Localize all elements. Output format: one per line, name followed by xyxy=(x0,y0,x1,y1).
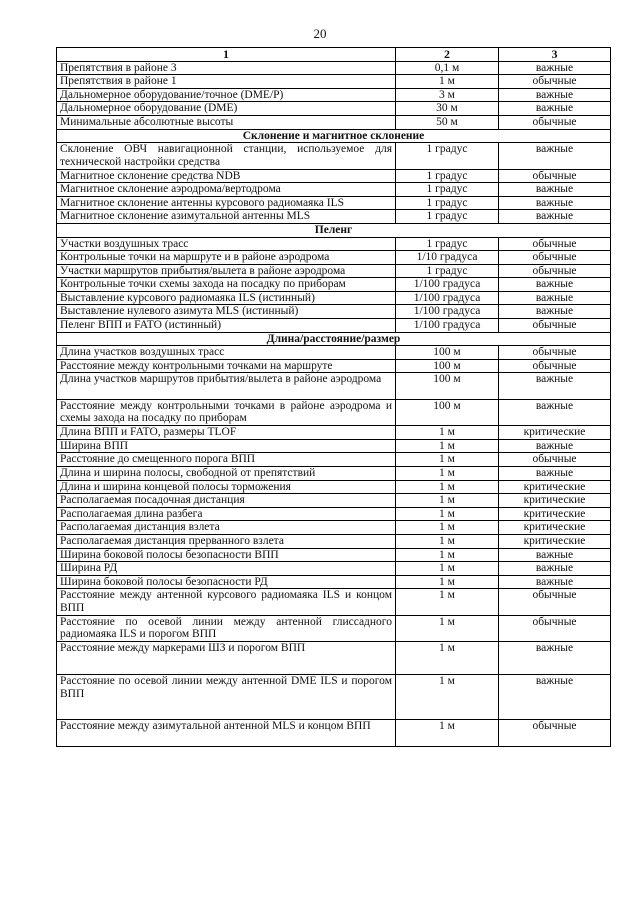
parameter-name: Контрольные точки схемы захода на посадку по приборам xyxy=(57,278,396,292)
parameter-name: Пеленг ВПП и FATO (истинный) xyxy=(57,319,396,333)
section-row xyxy=(57,223,611,237)
accuracy-value: 1 м xyxy=(396,467,499,481)
data-integrity-class: обычные xyxy=(499,169,611,183)
data-integrity-class: важные xyxy=(499,675,611,720)
section-row xyxy=(57,332,611,346)
parameter-name: Располагаемая дистанция взлета xyxy=(57,521,396,535)
parameter-name: Расстояние по осевой линии между антенной глиссадного радиомаяка ILS и порогом ВПП xyxy=(57,615,396,641)
accuracy-value: 1 м xyxy=(396,439,499,453)
accuracy-value: 1 м xyxy=(396,534,499,548)
data-integrity-class: обычные xyxy=(499,720,611,746)
data-integrity-class: важные xyxy=(499,548,611,562)
data-integrity-class: обычные xyxy=(499,319,611,333)
parameter-name: Длина участков воздушных трасс xyxy=(57,346,396,360)
table-row xyxy=(57,562,611,576)
table-row xyxy=(57,359,611,373)
accuracy-value: 1 м xyxy=(396,548,499,562)
accuracy-value: 1 м xyxy=(396,675,499,720)
table-row xyxy=(57,399,611,425)
parameter-name: Расстояние по осевой линии между антенной DME ILS и порогом ВПП xyxy=(57,675,396,720)
parameter-name: Участки воздушных трасс xyxy=(57,237,396,251)
parameter-name: Контрольные точки на маршруте и в районе аэродрома xyxy=(57,251,396,265)
data-integrity-class: обычные xyxy=(499,359,611,373)
data-integrity-class: обычные xyxy=(499,237,611,251)
data-integrity-class: важные xyxy=(499,399,611,425)
table-header-row xyxy=(57,48,611,62)
section-title: Склонение и магнитное склонение xyxy=(57,129,611,143)
data-integrity-class: критические xyxy=(499,426,611,440)
accuracy-value: 1 м xyxy=(396,494,499,508)
accuracy-value: 1/10 градуса xyxy=(396,251,499,265)
data-integrity-class: критические xyxy=(499,521,611,535)
section-title: Длина/расстояние/размер xyxy=(57,332,611,346)
parameter-name: Длина и ширина концевой полосы торможения xyxy=(57,480,396,494)
table-row xyxy=(57,575,611,589)
table-row xyxy=(57,615,611,641)
data-integrity-class: важные xyxy=(499,61,611,75)
data-integrity-class: обычные xyxy=(499,453,611,467)
data-integrity-class: обычные xyxy=(499,264,611,278)
accuracy-value: 1 градус xyxy=(396,196,499,210)
parameter-name: Расстояние между азимутальной антенной MLS и концом ВПП xyxy=(57,720,396,746)
accuracy-value: 1 м xyxy=(396,589,499,615)
accuracy-value: 1 градус xyxy=(396,264,499,278)
table-row xyxy=(57,264,611,278)
parameter-name: Минимальные абсолютные высоты xyxy=(57,115,396,129)
accuracy-value: 50 м xyxy=(396,115,499,129)
table-row xyxy=(57,305,611,319)
accuracy-value: 3 м xyxy=(396,88,499,102)
parameter-name: Склонение ОВЧ навигационной станции, используемое для технической настройки средства xyxy=(57,143,396,169)
parameter-name: Ширина ВПП xyxy=(57,439,396,453)
table-row xyxy=(57,169,611,183)
parameter-name: Ширина боковой полосы безопасности ВПП xyxy=(57,548,396,562)
data-integrity-class: важные xyxy=(499,439,611,453)
table-row xyxy=(57,75,611,89)
table-row xyxy=(57,548,611,562)
accuracy-value: 0,1 м xyxy=(396,61,499,75)
section-title: Пеленг xyxy=(57,223,611,237)
data-integrity-class: обычные xyxy=(499,615,611,641)
parameter-name: Дальномерное оборудование/точное (DME/P) xyxy=(57,88,396,102)
parameter-name: Располагаемая длина разбега xyxy=(57,507,396,521)
data-integrity-class: важные xyxy=(499,143,611,169)
data-integrity-class: обычные xyxy=(499,75,611,89)
table-row xyxy=(57,373,611,399)
column-header-2: 2 xyxy=(396,48,499,62)
table-row xyxy=(57,183,611,197)
parameter-name: Расстояние между контрольными точками в районе аэродрома и схемы захода на посадку по приборам xyxy=(57,399,396,425)
data-integrity-class: важные xyxy=(499,88,611,102)
page-number: 20 xyxy=(313,26,327,41)
column-header-3: 3 xyxy=(499,48,611,62)
data-integrity-class: обычные xyxy=(499,346,611,360)
accuracy-value: 1/100 градуса xyxy=(396,278,499,292)
table-row xyxy=(57,439,611,453)
data-integrity-class: важные xyxy=(499,291,611,305)
accuracy-value: 1 градус xyxy=(396,143,499,169)
data-integrity-class: важные xyxy=(499,575,611,589)
data-integrity-class: важные xyxy=(499,373,611,399)
table-row xyxy=(57,319,611,333)
table-row xyxy=(57,720,611,746)
accuracy-value: 100 м xyxy=(396,346,499,360)
accuracy-value: 1 м xyxy=(396,575,499,589)
parameter-name: Длина ВПП и FATO, размеры TLOF xyxy=(57,426,396,440)
values-table xyxy=(56,47,611,747)
table-row xyxy=(57,507,611,521)
parameter-name: Участки маршрутов прибытия/вылета в районе аэродрома xyxy=(57,264,396,278)
section-row xyxy=(57,129,611,143)
accuracy-value: 1 градус xyxy=(396,237,499,251)
accuracy-value: 1 м xyxy=(396,453,499,467)
parameter-name: Располагаемая дистанция прерванного взлета xyxy=(57,534,396,548)
accuracy-value: 1 м xyxy=(396,562,499,576)
data-integrity-class: критические xyxy=(499,480,611,494)
data-integrity-class: важные xyxy=(499,562,611,576)
table-row xyxy=(57,61,611,75)
parameter-name: Расстояние между маркерами ШЗ и порогом ВПП xyxy=(57,642,396,675)
table-row xyxy=(57,494,611,508)
table-row xyxy=(57,675,611,720)
parameter-name: Магнитное склонение средства NDB xyxy=(57,169,396,183)
parameter-name: Ширина боковой полосы безопасности РД xyxy=(57,575,396,589)
table-row xyxy=(57,642,611,675)
accuracy-value: 100 м xyxy=(396,359,499,373)
data-integrity-class: важные xyxy=(499,210,611,224)
parameter-name: Расстояние между антенной курсового радиомаяка ILS и концом ВПП xyxy=(57,589,396,615)
table-row xyxy=(57,278,611,292)
parameter-name: Магнитное склонение антенны курсового радиомаяка ILS xyxy=(57,196,396,210)
data-integrity-class: важные xyxy=(499,305,611,319)
accuracy-value: 1 м xyxy=(396,507,499,521)
accuracy-value: 1 м xyxy=(396,521,499,535)
parameter-name: Выставление нулевого азимута MLS (истинный) xyxy=(57,305,396,319)
parameter-name: Длина участков маршрутов прибытия/вылета в районе аэродрома xyxy=(57,373,396,399)
parameter-name: Препятствия в районе 1 xyxy=(57,75,396,89)
table-row xyxy=(57,88,611,102)
accuracy-value: 1 градус xyxy=(396,183,499,197)
data-integrity-class: важные xyxy=(499,278,611,292)
accuracy-value: 1 м xyxy=(396,642,499,675)
data-integrity-class: обычные xyxy=(499,115,611,129)
table-row xyxy=(57,480,611,494)
table-row xyxy=(57,237,611,251)
data-integrity-class: обычные xyxy=(499,251,611,265)
parameter-name: Расстояние до смещенного порога ВПП xyxy=(57,453,396,467)
parameter-name: Ширина РД xyxy=(57,562,396,576)
accuracy-value: 1 м xyxy=(396,75,499,89)
accuracy-value: 1/100 градуса xyxy=(396,291,499,305)
accuracy-value: 100 м xyxy=(396,373,499,399)
data-integrity-class: критические xyxy=(499,494,611,508)
table-row xyxy=(57,534,611,548)
data-integrity-class: важные xyxy=(499,467,611,481)
table-row xyxy=(57,589,611,615)
table-row xyxy=(57,143,611,169)
accuracy-value: 30 м xyxy=(396,102,499,116)
parameter-name: Выставление курсового радиомаяка ILS (истинный) xyxy=(57,291,396,305)
accuracy-value: 1 м xyxy=(396,480,499,494)
data-integrity-class: критические xyxy=(499,534,611,548)
accuracy-value: 100 м xyxy=(396,399,499,425)
table-row xyxy=(57,467,611,481)
table-row xyxy=(57,196,611,210)
data-integrity-class: важные xyxy=(499,102,611,116)
data-integrity-class: важные xyxy=(499,196,611,210)
accuracy-value: 1 градус xyxy=(396,169,499,183)
accuracy-value: 1/100 градуса xyxy=(396,305,499,319)
accuracy-value: 1 м xyxy=(396,615,499,641)
parameter-name: Расстояние между контрольными точками на маршруте xyxy=(57,359,396,373)
accuracy-value: 1/100 градуса xyxy=(396,319,499,333)
accuracy-value: 1 м xyxy=(396,720,499,746)
parameter-name: Располагаемая посадочная дистанция xyxy=(57,494,396,508)
data-integrity-class: критические xyxy=(499,507,611,521)
data-integrity-class: важные xyxy=(499,642,611,675)
accuracy-value: 1 м xyxy=(396,426,499,440)
table-row xyxy=(57,251,611,265)
parameter-name: Магнитное склонение аэродрома/вертодрома xyxy=(57,183,396,197)
table-row xyxy=(57,453,611,467)
table-row xyxy=(57,210,611,224)
table-row xyxy=(57,102,611,116)
table-row xyxy=(57,115,611,129)
column-header-1: 1 xyxy=(57,48,396,62)
parameter-name: Длина и ширина полосы, свободной от препятствий xyxy=(57,467,396,481)
data-integrity-class: обычные xyxy=(499,589,611,615)
data-integrity-class: важные xyxy=(499,183,611,197)
parameter-name: Препятствия в районе 3 xyxy=(57,61,396,75)
table-row xyxy=(57,521,611,535)
accuracy-value: 1 градус xyxy=(396,210,499,224)
table-row xyxy=(57,426,611,440)
table-row xyxy=(57,291,611,305)
parameter-name: Магнитное склонение азимутальной антенны MLS xyxy=(57,210,396,224)
table-row xyxy=(57,346,611,360)
parameter-name: Дальномерное оборудование (DME) xyxy=(57,102,396,116)
